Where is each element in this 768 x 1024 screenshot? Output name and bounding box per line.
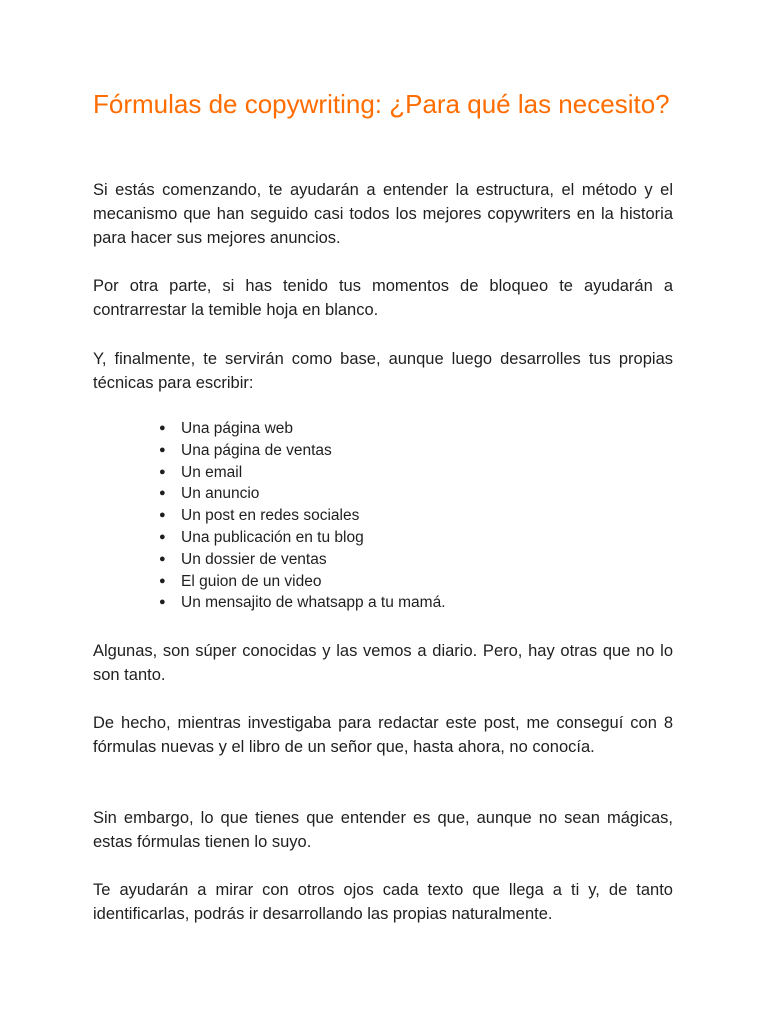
paragraph-conocidas: Algunas, son súper conocidas y las vemos a diario. Pero, hay otras que no lo son tanto. [93,642,673,684]
bullet-icon: ● [159,487,166,500]
list-item: ● Una página de ventas [157,440,446,462]
list-item: ● Una publicación en tu blog [157,527,446,549]
list-item: ● Un mensajito de whatsapp a tu mamá. [157,592,446,614]
list-item: ● Un email [157,462,446,484]
document-title: Fórmulas de copywriting: ¿Para qué las necesito? [93,89,670,119]
bullet-icon: ● [159,574,166,587]
bullet-icon: ● [159,530,166,543]
bullet-icon: ● [159,596,166,609]
bullet-icon: ● [159,465,166,478]
list-item: ● Un dossier de ventas [157,549,446,571]
uses-list [157,418,446,614]
list-item: ● El guion de un video [157,571,446,593]
paragraph-intro: Si estás comenzando, te ayudarán a entender la estructura, el método y el mecanismo que han seguido casi todos los mejores copywriters en la historia para hacer sus mejores anuncios. [93,181,673,247]
paragraph-investigaba: De hecho, mientras investigaba para redactar este post, me conseguí con 8 fórmulas nuevas y el libro de un señor que, hasta ahora, no conocía. [93,714,673,756]
bullet-icon: ● [159,422,166,434]
paragraph-bloqueo: Por otra parte, si has tenido tus momentos de bloqueo te ayudarán a contrarrestar la temible hoja en blanco. [93,277,673,319]
list-item: ● Una página web [157,418,446,440]
bullet-icon: ● [159,552,166,565]
paragraph-otros-ojos: Te ayudarán a mirar con otros ojos cada texto que llega a ti y, de tanto identificarlas, podrás ir desarrollando las propias naturalmente. [93,881,673,923]
list-item: ● Un anuncio [157,483,446,505]
paragraph-base: Y, finalmente, te servirán como base, aunque luego desarrolles tus propias técnicas para escribir: [93,350,673,392]
bullet-icon: ● [159,509,166,522]
list-item: ● Un post en redes sociales [157,505,446,527]
paragraph-magicas: Sin embargo, lo que tienes que entender es que, aunque no sean mágicas, estas fórmulas tienen lo suyo. [93,809,673,851]
bullet-icon: ● [159,443,166,456]
